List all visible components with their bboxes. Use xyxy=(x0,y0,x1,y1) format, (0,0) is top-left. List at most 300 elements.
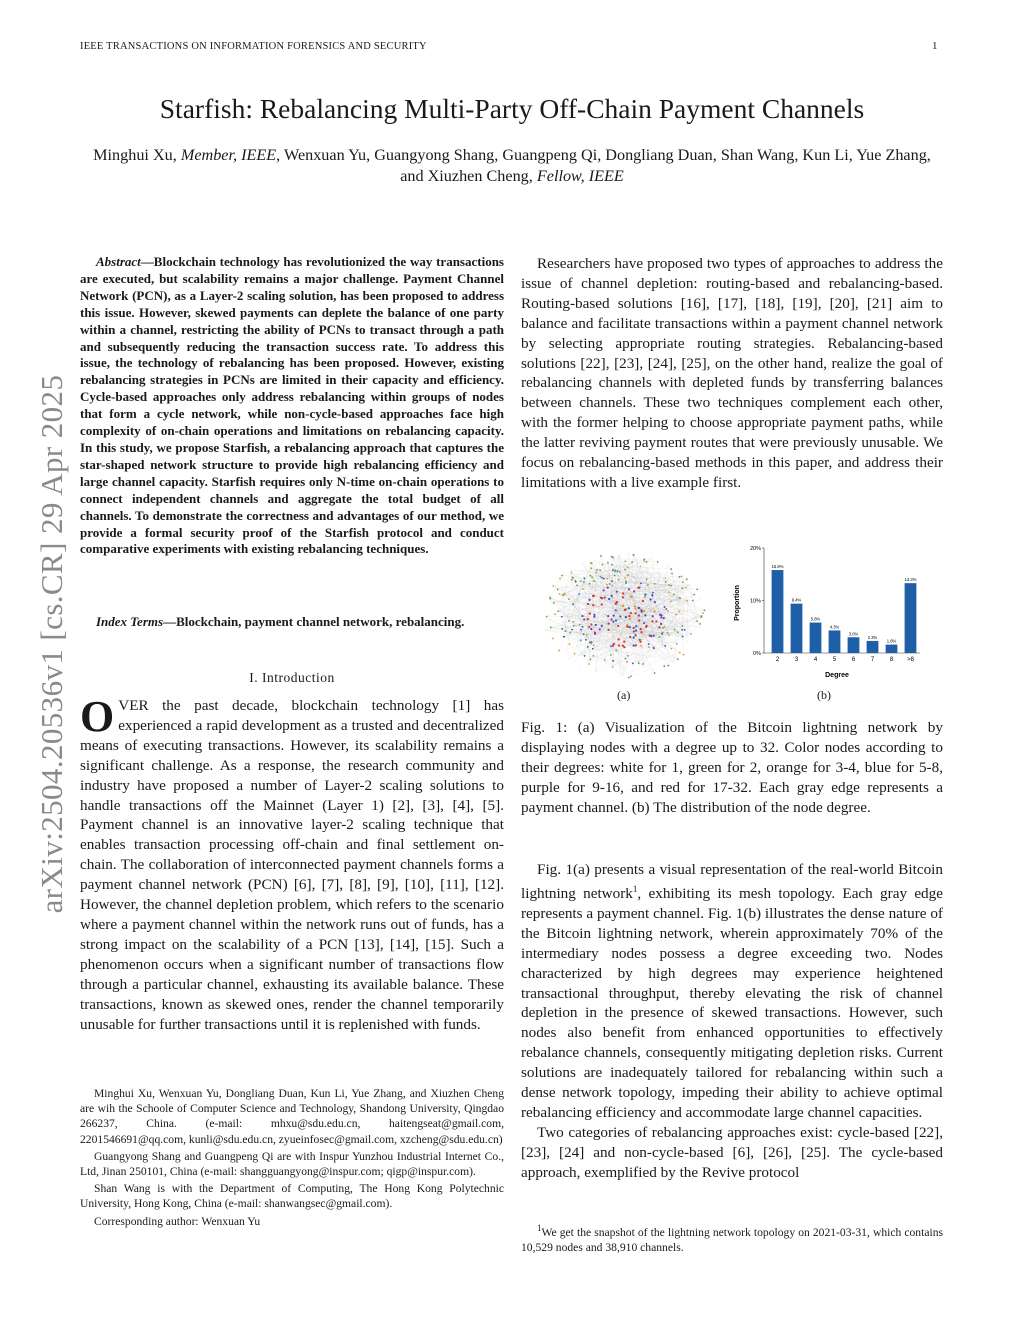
network-node xyxy=(552,585,554,587)
network-node xyxy=(599,628,601,630)
network-node xyxy=(600,597,602,599)
network-node xyxy=(648,643,650,645)
network-node xyxy=(562,614,564,616)
network-node xyxy=(623,641,625,643)
network-node xyxy=(638,662,640,664)
network-node xyxy=(627,574,629,576)
network-node xyxy=(617,554,619,556)
network-node xyxy=(554,613,556,615)
introduction-text: VER the past decade, blockchain technology [1] has experienced a rapid development as a trusted and decentralized means of executing transactions. However, its scalability remains a significant challenge. As a response, the research community and industry have proposed a number of Layer-2 scaling solutions to handle transactions off the Mainnet (Layer 1) [2], [3], [4], [5]. Payment channel is an innovative layer-2 scaling technique that enables transaction processing off-chain and final settlement on-chain. The collaboration of interconnected payment channels forms a payment channel network (PCN) [6], [7], [8], [9], [10], [11], [12]. However, the channel depletion problem, which refers to the scenario where a payment channel within the network runs out of funds, has a strong impact on the scalability of a PCN [13], [14], [15]. Such a phenomenon occurs when a significant number of transactions flow through a particular channel, exhausting its available balance. These transactions, known as skewed ones, render the channel temporarily unusable for further transactions until it is replenished with funds. xyxy=(80,697,504,1033)
network-node xyxy=(572,604,574,606)
bar-data-label: 5.8% xyxy=(810,616,821,622)
network-node xyxy=(592,655,594,657)
network-node xyxy=(677,658,679,660)
network-node xyxy=(627,566,629,568)
network-node xyxy=(670,585,672,587)
network-node xyxy=(702,612,704,614)
network-node xyxy=(618,579,620,581)
network-node xyxy=(653,635,655,637)
network-node xyxy=(572,621,574,623)
running-head: IEEE TRANSACTIONS ON INFORMATION FORENSICS AND SECURITY xyxy=(80,41,427,52)
network-node xyxy=(683,586,685,588)
network-node xyxy=(625,616,627,618)
network-node xyxy=(645,576,647,578)
footnote-text: We get the snapshot of the lightning network topology on 2021-03-31, which contains 10,529 nodes and 38,910 channels. xyxy=(521,1225,943,1255)
network-node xyxy=(615,603,617,605)
network-node xyxy=(639,639,641,641)
network-node xyxy=(667,637,669,639)
network-node xyxy=(637,558,639,560)
network-node xyxy=(668,584,670,586)
network-node xyxy=(651,649,653,651)
network-node xyxy=(643,560,645,562)
network-node xyxy=(611,585,613,587)
network-edge xyxy=(564,582,584,594)
network-node xyxy=(640,582,642,584)
network-node xyxy=(579,624,581,626)
network-node xyxy=(671,573,673,575)
network-node xyxy=(646,578,648,580)
network-node xyxy=(651,594,653,596)
introduction-paragraph xyxy=(80,692,504,1034)
network-node xyxy=(558,650,560,652)
network-node xyxy=(582,563,584,565)
network-node xyxy=(561,586,563,588)
network-node xyxy=(573,585,575,587)
network-node xyxy=(640,628,642,630)
network-node xyxy=(670,600,672,602)
network-node xyxy=(646,561,648,563)
right-p1-rest: , exhibiting its mesh topology. Each gray edge represents a payment channel. Fig. 1(b) illustrates the dense nature of the Bitcoin lightning network, wherein approximately 70% of the intermediary nodes possess a degree exceeding two. Nodes characterized by high degrees may experience heightened transactional throughput, thereby elevating the risk of channel depletion in the presence of skewed transactions. However, such nodes also benefit from enhanced opportunities to effectively rebalance channels, consequently mitigating depletion risks. Current solutions are inadequately tailored for rebalancing within such a dense network topology, impeding their ability to achieve optimal rebalancing efficiency and accommodate large channel capacities. xyxy=(521,884,943,1121)
network-node xyxy=(638,619,640,621)
drop-cap: O xyxy=(80,692,115,741)
network-node xyxy=(627,580,629,582)
network-node xyxy=(571,572,573,574)
network-node xyxy=(589,566,591,568)
bar-data-label: 1.6% xyxy=(886,638,897,644)
network-node xyxy=(552,638,554,640)
network-node xyxy=(699,623,701,625)
network-node xyxy=(557,589,559,591)
network-node xyxy=(637,648,639,650)
affiliation-3: Shan Wang is with the Department of Computing, The Hong Kong Polytechnic University, Hong Kong, China (e-mail: shanwangsec@gmail.com). xyxy=(80,1182,504,1211)
network-node xyxy=(582,630,584,632)
network-node xyxy=(675,614,677,616)
network-node xyxy=(593,595,595,597)
corresponding-author: Corresponding author: Wenxuan Yu xyxy=(94,1214,261,1228)
index-terms-text: —Blockchain, payment channel network, rebalancing. xyxy=(163,614,465,629)
network-node xyxy=(543,629,545,631)
network-node xyxy=(549,629,551,631)
bar-data-label: 13.3% xyxy=(904,577,917,583)
network-edge xyxy=(581,631,583,641)
network-node xyxy=(648,567,650,569)
network-node xyxy=(658,636,660,638)
network-node xyxy=(629,618,631,620)
network-node xyxy=(633,627,635,629)
network-node xyxy=(562,624,564,626)
network-node xyxy=(686,600,688,602)
network-node xyxy=(571,663,573,665)
network-node xyxy=(700,627,702,629)
network-node xyxy=(594,633,596,635)
network-node xyxy=(681,629,683,631)
network-node xyxy=(599,569,601,571)
network-node xyxy=(590,628,592,630)
figure-caption: Fig. 1: (a) Visualization of the Bitcoin lightning network by displaying nodes with a degree up to 32. Color nodes according to their degrees: white for 1, green for 2, orange for 3-4, blue for 5-8, purple for 9-16, and red for 17-32. Each gray edge represents a payment channel. (b) The distribution of the node degree. xyxy=(521,719,943,816)
network-node xyxy=(660,572,662,574)
network-node xyxy=(568,658,570,660)
network-node xyxy=(693,602,695,604)
network-node xyxy=(604,563,606,565)
bar-6 xyxy=(848,637,860,653)
network-node xyxy=(549,598,551,600)
network-node xyxy=(686,640,688,642)
network-node xyxy=(630,612,632,614)
x-tick-label: >8 xyxy=(907,657,914,663)
network-node xyxy=(644,596,646,598)
network-node xyxy=(546,618,548,620)
right-intro-paragraph: Researchers have proposed two types of approaches to address the issue of channel depletion: routing-based and rebalancing-based. Routing-based solutions [16], [17], [18], [19], [20], [21] aim to balance and facilitate transactions within a payment channel network by selecting appropriate routing strategies. Rebalancing-based solutions [22], [23], [24], [25], on the other hand, realize the goal of rebalancing channels with depleted funds by transferring balances between channels. These two techniques complement each other, with the former helping to choose appropriate payment paths, while the latter reviving payment routes that were previously unusable. We focus on rebalancing-based methods in this paper, and address their limitations with a live example first. xyxy=(521,255,943,491)
network-node xyxy=(633,590,635,592)
network-node xyxy=(696,625,698,627)
network-node xyxy=(642,663,644,665)
network-node xyxy=(665,608,667,610)
network-node xyxy=(624,658,626,660)
footnote-ref: 1 xyxy=(632,883,638,894)
network-node xyxy=(643,622,645,624)
x-tick-label: 5 xyxy=(832,657,837,663)
network-edge xyxy=(593,649,680,660)
network-node xyxy=(593,614,595,616)
network-node xyxy=(595,624,597,626)
network-node xyxy=(559,578,561,580)
network-node xyxy=(662,632,664,634)
network-node xyxy=(630,675,632,677)
network-node xyxy=(615,609,617,611)
network-node xyxy=(572,611,574,613)
network-node xyxy=(663,617,665,619)
network-edge xyxy=(687,579,698,616)
network-node xyxy=(606,578,608,580)
paper-title: Starfish: Rebalancing Multi-Party Off-Chain Payment Channels xyxy=(159,93,865,124)
network-node xyxy=(563,593,565,595)
network-node xyxy=(621,674,623,676)
network-node xyxy=(668,563,670,565)
network-node xyxy=(633,645,635,647)
network-node xyxy=(640,631,642,633)
network-node xyxy=(674,629,676,631)
network-node xyxy=(569,606,571,608)
network-node xyxy=(645,626,647,628)
network-node xyxy=(564,616,566,618)
network-node xyxy=(665,576,667,578)
network-node xyxy=(655,620,657,622)
network-node xyxy=(642,666,644,668)
network-node xyxy=(686,578,688,580)
network-node xyxy=(685,587,687,589)
network-node xyxy=(682,614,684,616)
network-node xyxy=(654,583,656,585)
network-edge xyxy=(624,610,705,669)
network-edge xyxy=(637,559,643,667)
network-node xyxy=(611,556,613,558)
network-node xyxy=(665,581,667,583)
network-node xyxy=(618,644,620,646)
bar-data-label: 4.3% xyxy=(829,624,840,630)
network-node xyxy=(594,672,596,674)
network-node xyxy=(682,625,684,627)
network-node xyxy=(659,630,661,632)
network-node xyxy=(611,580,613,582)
network-node xyxy=(677,642,679,644)
index-terms xyxy=(80,614,504,631)
y-tick-label: 10% xyxy=(749,598,761,605)
network-node xyxy=(627,655,629,657)
network-node xyxy=(550,626,552,628)
network-node xyxy=(635,629,637,631)
network-node xyxy=(657,561,659,563)
abstract-text: —Blockchain technology has revolutionized the way transactions are executed, but scalability remains a major challenge. Payment Channel Network (PCN), as a Layer-2 scaling solution, has been proposed to address this issue. However, skewed payments can deplete the balance of one party within a channel, restricting the ability of PCNs to transact through a path and subsequently reducing the transaction success rate. To address this issue, the technology of rebalancing has been proposed. However, existing rebalancing strategies in PCNs are limited in their capacity and efficiency. Cycle-based approaches only address rebalancing within groups of nodes that form a cycle network, while non-cycle-based approaches face high complexity of on-chain operations and limitations on rebalancing capacity. In this study, we propose Starfish, a rebalancing approach that captures the star-shaped network structure to provide high rebalancing efficiency and large channel capacity. Starfish requires only N-time on-chain operations to connect independent channels and aggregate the total budget of all channels. To demonstrate the correctness and advantages of our method, we provide a formal security proof of the Starfish protocol and conduct comparative experiments with existing rebalancing techniques. xyxy=(80,254,504,557)
network-edge xyxy=(613,626,636,645)
bar-data-label: 9.4% xyxy=(791,597,802,603)
network-node xyxy=(616,591,618,593)
network-node xyxy=(599,576,601,578)
x-tick-label: 2 xyxy=(775,657,780,663)
network-node xyxy=(582,588,584,590)
footnote xyxy=(521,1221,943,1255)
network-node xyxy=(607,568,609,570)
network-node xyxy=(639,566,641,568)
network-node xyxy=(607,629,609,631)
network-node xyxy=(589,572,591,574)
network-node xyxy=(601,577,603,579)
network-node xyxy=(689,634,691,636)
network-node xyxy=(674,582,676,584)
network-node xyxy=(687,589,689,591)
bar-data-label: 15.8% xyxy=(771,564,784,570)
network-node xyxy=(668,634,670,636)
network-node xyxy=(623,646,625,648)
index-terms-label: Index Terms xyxy=(96,614,164,629)
network-node xyxy=(607,587,609,589)
network-node xyxy=(585,639,587,641)
subfigure-label-b: (b) xyxy=(817,688,831,702)
network-node xyxy=(581,615,583,617)
network-node xyxy=(692,600,694,602)
network-node xyxy=(569,600,571,602)
bar-3 xyxy=(791,604,803,653)
network-node xyxy=(601,603,603,605)
network-node xyxy=(650,635,652,637)
network-node xyxy=(612,660,614,662)
network-node xyxy=(681,587,683,589)
network-node xyxy=(590,562,592,564)
network-node xyxy=(637,586,639,588)
network-node xyxy=(654,672,656,674)
network-node xyxy=(611,564,613,566)
right-paragraph-1 xyxy=(521,860,943,1123)
network-node xyxy=(589,659,591,661)
network-node xyxy=(678,611,680,613)
network-node xyxy=(616,570,618,572)
network-node xyxy=(569,632,571,634)
network-node xyxy=(679,576,681,578)
bar->8 xyxy=(905,583,917,653)
network-node xyxy=(590,564,592,566)
network-node xyxy=(629,626,631,628)
network-node xyxy=(682,581,684,583)
network-node xyxy=(683,654,685,656)
network-node xyxy=(571,629,573,631)
network-node xyxy=(624,569,626,571)
network-node xyxy=(593,616,595,618)
degree-distribution-chart xyxy=(730,540,925,685)
network-node xyxy=(580,580,582,582)
chart-ylabel: Proportion xyxy=(734,585,741,621)
network-node xyxy=(628,677,630,679)
network-node xyxy=(667,616,669,618)
network-node xyxy=(595,572,597,574)
network-node xyxy=(667,632,669,634)
network-node xyxy=(628,553,630,555)
network-node xyxy=(577,655,579,657)
network-node xyxy=(668,577,670,579)
y-tick-label: 20% xyxy=(749,546,761,552)
network-node xyxy=(577,639,579,641)
network-edge xyxy=(689,610,702,616)
network-node xyxy=(603,578,605,580)
network-node xyxy=(593,580,595,582)
network-edge xyxy=(680,588,697,621)
page-number: 1 xyxy=(932,40,938,52)
network-node xyxy=(638,661,640,663)
network-node xyxy=(697,616,699,618)
network-node xyxy=(612,620,614,622)
network-node xyxy=(625,580,627,582)
network-node xyxy=(629,636,631,638)
network-node xyxy=(605,576,607,578)
network-node xyxy=(583,581,585,583)
network-node xyxy=(680,602,682,604)
network-node xyxy=(642,665,644,667)
network-node xyxy=(578,593,580,595)
network-node xyxy=(589,575,591,577)
network-edge xyxy=(589,562,632,664)
network-node xyxy=(696,620,698,622)
network-node xyxy=(664,647,666,649)
author-list xyxy=(80,145,944,187)
bar-8 xyxy=(886,645,898,653)
network-node xyxy=(625,582,627,584)
network-node xyxy=(568,643,570,645)
lightning-network-visualization xyxy=(538,550,708,682)
affiliation-2: Guangyong Shang and Guangpeng Qi are with Inspur Yunzhou Industrial Internet Co., Ltd, Jinan 250101, China (e-mail: shangguangyong@inspur.com; qigp@inspur.com). xyxy=(80,1149,504,1179)
network-node xyxy=(622,605,624,607)
network-node xyxy=(614,575,616,577)
network-node xyxy=(610,645,612,647)
network-node xyxy=(568,598,570,600)
network-node xyxy=(688,609,690,611)
network-node xyxy=(704,609,706,611)
network-edge xyxy=(564,637,578,640)
network-node xyxy=(563,636,565,638)
network-node xyxy=(684,629,686,631)
network-node xyxy=(653,610,655,612)
bar-2 xyxy=(772,570,784,653)
network-node xyxy=(693,594,695,596)
network-node xyxy=(687,598,689,600)
network-node xyxy=(626,661,628,663)
network-node xyxy=(583,633,585,635)
network-node xyxy=(575,580,577,582)
network-node xyxy=(653,647,655,649)
network-node xyxy=(664,645,666,647)
network-edge xyxy=(560,578,569,621)
network-node xyxy=(635,634,637,636)
network-node xyxy=(679,587,681,589)
network-node xyxy=(646,570,648,572)
network-node xyxy=(673,593,675,595)
network-node xyxy=(684,591,686,593)
arxiv-watermark: arXiv:2504.20536v1 [cs.CR] 29 Apr 2025 xyxy=(34,374,69,914)
network-edge xyxy=(621,653,679,675)
authors-part-2: , Wenxuan Yu, Guangyong Shang, Guangpeng Qi, Dongliang Duan, Shan Wang, Kun Li, Yue Zhang, and Xiuzhen Cheng, xyxy=(276,146,931,185)
network-node xyxy=(618,638,620,640)
network-node xyxy=(640,609,642,611)
chart-bars xyxy=(772,564,917,663)
network-node xyxy=(597,650,599,652)
bar-4 xyxy=(810,623,822,653)
network-node xyxy=(546,616,548,618)
network-node xyxy=(613,615,615,617)
affiliations xyxy=(80,1086,504,1231)
bar-data-label: 2.3% xyxy=(867,634,878,640)
bar-7 xyxy=(867,641,879,653)
network-node xyxy=(638,607,640,609)
network-node xyxy=(690,584,692,586)
network-node xyxy=(587,618,589,620)
network-node xyxy=(639,641,641,643)
network-node xyxy=(651,557,653,559)
network-node xyxy=(628,588,630,590)
network-node xyxy=(664,626,666,628)
network-node xyxy=(588,662,590,664)
network-node xyxy=(590,567,592,569)
network-node xyxy=(660,588,662,590)
network-node xyxy=(700,616,702,618)
network-node xyxy=(679,597,681,599)
network-node xyxy=(591,642,593,644)
network-node xyxy=(596,660,598,662)
network-node xyxy=(580,640,582,642)
network-node xyxy=(663,665,665,667)
network-edge xyxy=(592,577,635,608)
footnote-mark: 1 xyxy=(537,1223,542,1233)
network-node xyxy=(601,625,603,627)
subfigure-label-a: (a) xyxy=(617,688,631,702)
affiliation-1: Minghui Xu, Wenxuan Yu, Dongliang Duan, Kun Li, Yue Zhang, and Xiuzhen Cheng are wih the Schoole of Computer Science and Technology, Shandong University, Qingdao 266237, China. (e-mail: mhxu@sdu.edu.cn, haitengseat@gmail.com, 2201546691@qq.com, kunli@sdu.edu.cn, zyueinfosec@gmail.com, xzcheng@sdu.edu.cn) xyxy=(80,1087,504,1146)
network-edge xyxy=(633,653,656,663)
network-node xyxy=(648,646,650,648)
network-node xyxy=(608,598,610,600)
network-node xyxy=(632,663,634,665)
network-node xyxy=(653,564,655,566)
network-node xyxy=(604,646,606,648)
network-node xyxy=(604,659,606,661)
network-node xyxy=(561,575,563,577)
network-node xyxy=(638,615,640,617)
